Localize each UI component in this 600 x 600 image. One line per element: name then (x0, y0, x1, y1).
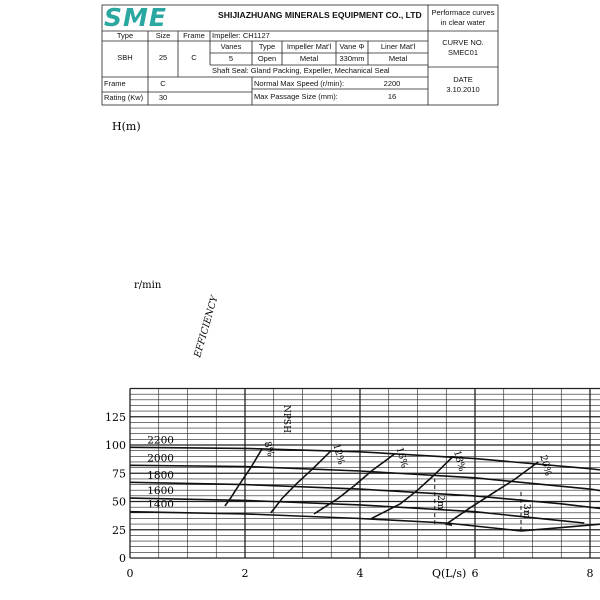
max-speed-value: 2200 (383, 79, 401, 88)
rating-value: 30 (158, 93, 168, 102)
perf-note-2: in clear water (440, 18, 486, 27)
y-axis-label: H(m) (112, 120, 141, 133)
x-tick-label: 8 (586, 567, 594, 580)
curve-no-label: CURVE NO. (442, 38, 484, 47)
max-passage-value: 16 (387, 92, 397, 101)
efficiency-curve-label: 12% (330, 442, 347, 466)
company-name: SHIJIAZHUANG MINERALS EQUIPMENT CO., LTD (218, 10, 422, 20)
shaft-seal: Shaft Seal: Gland Packing, Expeller, Mechanical Seal (212, 66, 390, 75)
y-tick-label: 100 (105, 439, 126, 452)
vane-dia-value: 330mm (339, 54, 365, 63)
npsh-label: NPSH (281, 405, 291, 433)
frame2-value: C (160, 79, 166, 88)
npsh-line-label: 3m (521, 503, 532, 519)
liner-mat-value: Metal (388, 54, 408, 63)
impeller-mat-label: Impeller Mat'l (286, 42, 332, 51)
vane-dia-label: Vane Φ (339, 42, 365, 51)
impeller-type-value: Open (257, 54, 277, 63)
date-value: 3.10.2010 (446, 85, 480, 94)
type-label: Type (116, 31, 134, 40)
y-tick-label: 25 (112, 523, 126, 537)
type-value: SBH (117, 53, 133, 62)
impeller-type-label: Type (258, 42, 276, 51)
y-tick-label: 125 (105, 410, 126, 424)
y-tick-label: 75 (112, 467, 126, 481)
impeller-code: Impeller: CH1127 (212, 31, 270, 40)
vanes-label: Vanes (220, 42, 242, 51)
speed-curve-label: 2200 (147, 434, 174, 447)
x-tick-label: 0 (126, 567, 134, 580)
y-tick-label: 50 (112, 495, 126, 509)
x-axis-label: Q(L/s) (432, 567, 467, 580)
max-passage-label: Max Passage Size (mm): (254, 92, 338, 101)
y-tick-label: 0 (119, 552, 126, 565)
max-speed-label: Normal Max Speed (r/min): (254, 79, 345, 88)
grid (130, 389, 600, 559)
speed-curve-label: 1600 (147, 485, 174, 498)
liner-mat-label: Liner Mat'l (380, 42, 416, 51)
x-tick-label: 6 (471, 567, 479, 580)
date-label: DATE (453, 75, 473, 84)
x-tick-label: 2 (241, 567, 249, 580)
npsh-line-label: 2m (434, 494, 446, 510)
frame2-label: Frame (104, 79, 126, 88)
size-label: Size (155, 31, 171, 40)
rating-label: Rating (Kw) (104, 93, 144, 102)
speed-curve-label: 2000 (147, 452, 174, 465)
speed-unit-label: r/min (134, 280, 162, 291)
vanes-value: 5 (228, 54, 234, 63)
efficiency-label: EFFICIENCY (192, 294, 221, 359)
frame-value: C (191, 53, 197, 62)
efficiency-curve-label: 16% (393, 445, 410, 470)
speed-curve-label: 1800 (147, 469, 174, 482)
efficiency-curve-label: 20% (537, 453, 554, 478)
speed-curve (130, 512, 521, 531)
size-value: 25 (158, 53, 168, 62)
efficiency-curve-label: 8% (261, 440, 276, 458)
curve-no-value: SMEC01 (447, 48, 478, 57)
perf-note-1: Performace curves (431, 8, 495, 17)
efficiency-curve-label: 18% (451, 449, 468, 473)
speed-curve-label: 1400 (147, 498, 174, 511)
impeller-mat-value: Metal (299, 54, 319, 63)
efficiency-curve (225, 448, 262, 506)
x-tick-label: 4 (356, 567, 364, 580)
company-logo: SME (104, 3, 167, 32)
frame-label: Frame (183, 31, 205, 40)
